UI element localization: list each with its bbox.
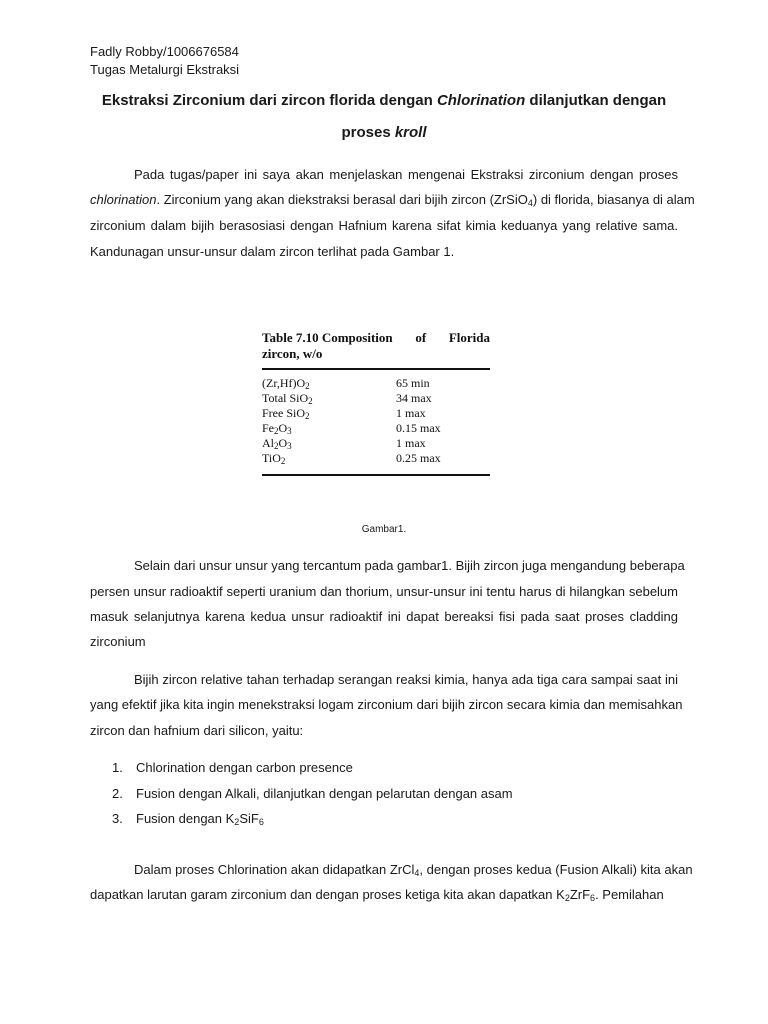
component-text: Free SiO	[262, 406, 305, 420]
list-text: Fusion dengan K	[136, 811, 235, 826]
para4-text-d: ZrF	[569, 887, 591, 902]
component-subscript-2: 3	[287, 426, 292, 436]
component-subscript: 2	[274, 441, 279, 451]
component-text: (Zr,Hf)O	[262, 376, 306, 390]
table-cell-component	[262, 436, 396, 451]
para4-line1	[134, 862, 693, 877]
table-row	[262, 406, 490, 421]
table-caption-c: Florida	[448, 330, 490, 345]
para4-sub-4: 4	[414, 868, 420, 878]
title-line-1	[90, 92, 678, 109]
list-sub-2: 6	[258, 817, 264, 827]
component-text: Fe	[262, 421, 274, 435]
para1-text-a: . Zirconium yang akan diekstraksi berasal dari bijih zircon (ZrSiO	[156, 192, 528, 207]
table-row	[262, 421, 490, 436]
list-sub: 2	[234, 817, 240, 827]
table-bottom-rule	[262, 474, 490, 476]
table-caption-d: zircon, w/o	[262, 346, 323, 361]
title-text-1: Ekstraksi Zirconium dari zircon florida dengan	[101, 92, 437, 109]
table-cell-value: 1 max	[396, 406, 426, 420]
table-cell-value: 0.25 max	[396, 451, 441, 465]
component-subscript: 2	[305, 411, 310, 421]
component-text: Total SiO	[262, 391, 309, 405]
para1-line4: Kandunagan unsur-unsur dalam zircon terlihat pada Gambar 1.	[90, 244, 455, 259]
table-cell-component	[262, 421, 396, 436]
para3-line3: zircon dan hafnium dari silicon, yaitu:	[90, 723, 304, 738]
para1-line2	[90, 192, 695, 207]
table-caption-b: of	[415, 330, 427, 345]
list-number: 1.	[112, 760, 123, 775]
para2-line2: persen unsur radioaktif seperti uranium dan thorium, unsur-unsur ini tentu harus di hilangkan sebelum	[90, 584, 678, 599]
para3-line1: Bijih zircon relative tahan terhadap serangan reaksi kimia, hanya ada tiga cara sampai saat ini	[134, 672, 678, 687]
title-italic-kroll: kroll	[394, 124, 427, 141]
component-subscript: 2	[280, 456, 286, 466]
table-caption-row	[262, 330, 490, 346]
table-caption-a: Table 7.10 Composition	[262, 330, 393, 345]
component-text-after: O	[278, 436, 288, 450]
component-subscript: 2	[305, 381, 310, 391]
title-text-2: dilanjutkan dengan	[525, 92, 667, 109]
component-text: Al	[262, 436, 274, 450]
para4-sub-2: 2	[564, 893, 570, 903]
table-cell-component	[262, 451, 396, 466]
title-line-2	[90, 124, 678, 141]
component-subscript-2: 3	[287, 441, 292, 451]
table-cell-component	[262, 376, 396, 391]
para4-text-b: , dengan proses kedua (Fusion Alkali) kita akan	[419, 862, 693, 877]
para1-line3: zirconium dalam bijih berasosiasi dengan Hafnium karena sifat kimia keduanya yang relative sama.	[90, 218, 678, 233]
para2-line4: zirconium	[90, 634, 146, 649]
list-number: 3.	[112, 811, 123, 826]
list-number: 2.	[112, 786, 123, 801]
para4-text-a: Dalam proses Chlorination akan didapatkan ZrCl	[134, 862, 415, 877]
table-top-rule	[262, 368, 490, 370]
table-cell-value: 65 min	[396, 376, 430, 390]
para4-line2	[90, 887, 664, 902]
figure-caption: Gambar1.	[361, 524, 407, 535]
table-row	[262, 451, 490, 466]
list-text: Chlorination dengan carbon presence	[136, 760, 353, 775]
para4-sub-6: 6	[590, 893, 596, 903]
course-line: Tugas Metalurgi Ekstraksi	[90, 62, 240, 77]
list-item	[112, 760, 353, 775]
list-text-2: SiF	[239, 811, 259, 826]
para1-line1: Pada tugas/paper ini saya akan menjelaskan mengenai Ekstraksi zirconium dengan proses	[134, 167, 678, 182]
component-text-after: O	[278, 421, 288, 435]
list-text: Fusion dengan Alkali, dilanjutkan dengan pelarutan dengan asam	[136, 786, 513, 801]
component-subscript: 2	[308, 396, 313, 406]
title-italic-chlorination: Chlorination	[436, 92, 526, 109]
para1-sub-4: 4	[527, 198, 533, 208]
para2-line1: Selain dari unsur unsur yang tercantum pada gambar1. Bijih zircon juga mengandung beberapa	[134, 558, 685, 573]
title-text-3: proses	[341, 124, 395, 141]
para4-text-c: dapatkan larutan garam zirconium dan dengan proses ketiga kita akan dapatkan K	[90, 887, 565, 902]
component-subscript: 2	[274, 426, 279, 436]
list-item	[112, 786, 513, 801]
para1-italic-chlorination: chlorination	[90, 192, 157, 207]
table-cell-value: 34 max	[396, 391, 432, 405]
list-item	[112, 811, 264, 826]
table-cell-value: 0.15 max	[396, 421, 441, 435]
author-line: Fadly Robby/1006676584	[90, 44, 239, 59]
component-text: TiO	[262, 451, 281, 465]
table-cell-component	[262, 406, 396, 421]
table-row	[262, 436, 490, 451]
table-cell-component	[262, 391, 396, 406]
composition-table-figure	[262, 330, 490, 476]
table-cell-value: 1 max	[396, 436, 426, 450]
para2-line3: masuk selanjutnya karena kedua unsur radioaktif ini dapat bereaksi fisi pada saat proses cladding	[90, 609, 678, 624]
table-row	[262, 376, 490, 391]
para1-text-b: ) di florida, biasanya di alam	[532, 192, 695, 207]
para4-text-e: . Pemilahan	[595, 887, 664, 902]
table-body	[262, 376, 490, 466]
table-row	[262, 391, 490, 406]
para3-line2: yang efektif jika kita ingin menekstraksi logam zirconium dari bijih zircon secara kimia dan memisahkan	[90, 697, 683, 712]
